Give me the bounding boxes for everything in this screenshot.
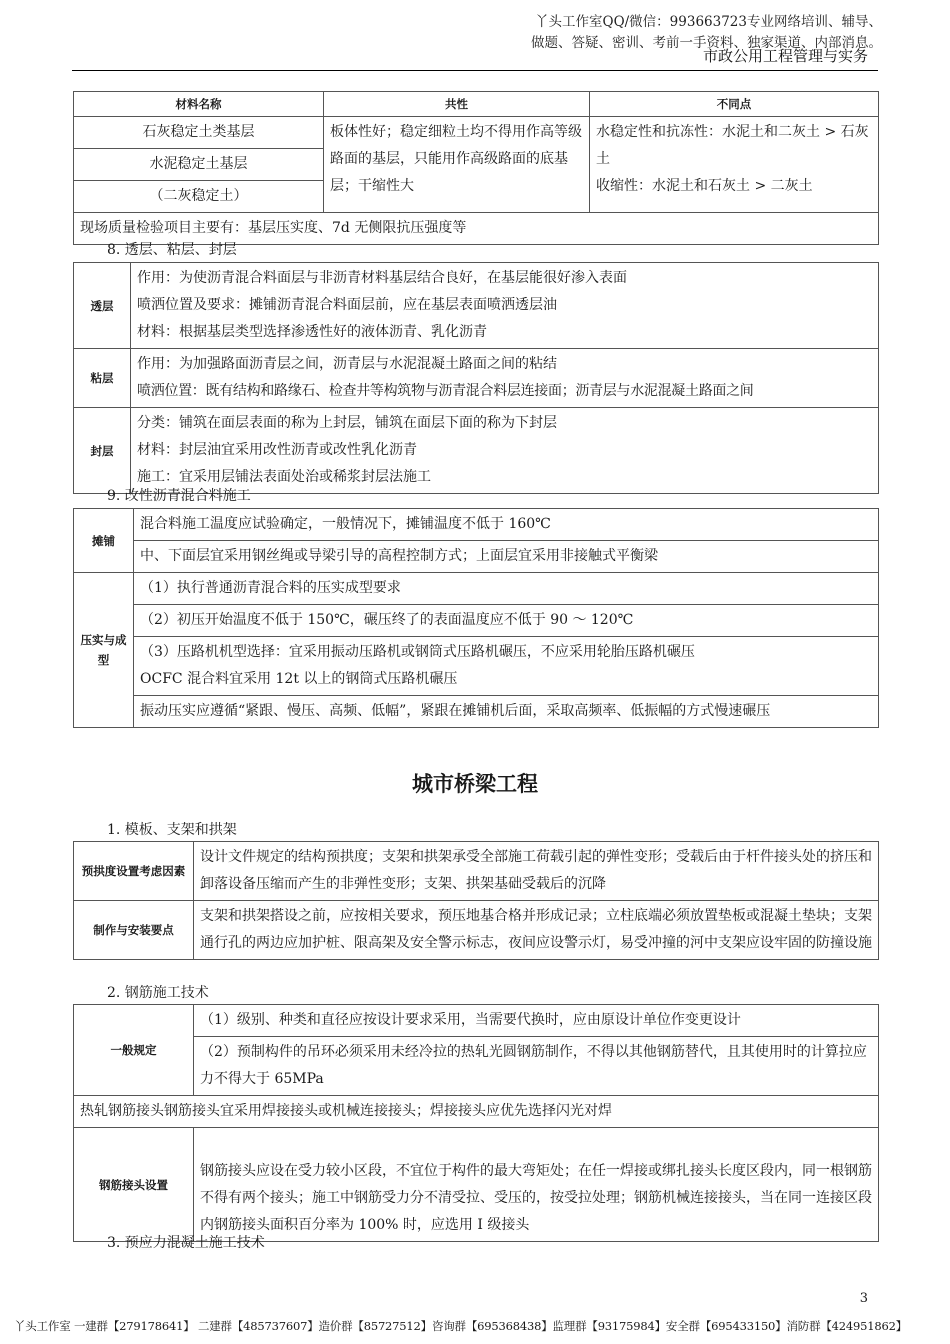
camber-factors: 设计文件规定的结构预拱度；支架和拱架承受全部施工荷载引起的弹性变形；受载后由于杆件接头处的挤压和卸落设备压缩而产生的非弹性变形；支架、拱架基础受载后的沉降 bbox=[194, 842, 879, 901]
header-promo-line-1: 丫头工作室QQ/微信：993663723专业网络培训、辅导、 bbox=[535, 14, 882, 30]
general-rule-2: （2）预制构件的吊环必须采用未经冷拉的热轧光圆钢筋制作，不得以其他钢筋替代，且其使用时的计算拉应力不得大于 65MPa bbox=[194, 1037, 879, 1096]
material-cement: 水泥稳定土基层 bbox=[74, 149, 324, 181]
coat-layers-table bbox=[73, 262, 879, 494]
ocfc-roller: OCFC 混合料宜采用 12t 以上的钢筒式压路机碾压 bbox=[140, 671, 458, 687]
bridge-heading-3: 3. 预应力混凝土施工技术 bbox=[107, 1235, 265, 1251]
col-header-difference: 不同点 bbox=[590, 92, 879, 117]
vibration-compaction: 振动压实应遵循“紧跟、慢压、高频、低幅”，紧跟在摊铺机后面，采取高频率、低振幅的方式慢速碾压 bbox=[134, 696, 879, 728]
label-paving: 摊铺 bbox=[74, 509, 134, 573]
label-compaction: 压实与成型 bbox=[74, 573, 134, 728]
header-promo-line-2: 做题、答疑、密训、考前一手资料、独家渠道、内部消息。 bbox=[531, 35, 882, 51]
label-general-rules: 一般规定 bbox=[74, 1005, 194, 1096]
label-seal-coat: 封层 bbox=[74, 408, 131, 494]
paving-temperature: 混合料施工温度应试验确定，一般情况下，摊铺温度不低于 160℃ bbox=[134, 509, 879, 541]
tack-coat-content bbox=[131, 349, 879, 408]
seal-coat-content bbox=[131, 408, 879, 494]
prime-coat-position: 喷洒位置及要求：摊铺沥青混合料面层前，应在基层表面喷洒透层油 bbox=[137, 297, 557, 313]
col-header-material: 材料名称 bbox=[74, 92, 324, 117]
seal-coat-construction: 施工：宜采用层铺法表面处治或稀浆封层法施工 bbox=[137, 469, 431, 485]
general-rule-1: （1）级别、种类和直径应按设计要求采用，当需要代换时，应由原设计单位作变更设计 bbox=[194, 1005, 879, 1037]
bridge-section-title: 城市桥梁工程 bbox=[412, 772, 538, 796]
label-camber: 预拱度设置考虑因素 bbox=[74, 842, 194, 901]
footer-groups: 丫头工作室 一建群【279178641】 二建群【485737607】造价群【85727512】咨询群【695368438】监理群【93175984】安全群【695433150】消防群【424951862】 bbox=[14, 1319, 908, 1333]
bridge-heading-2: 2. 钢筋施工技术 bbox=[107, 985, 209, 1001]
section-9-heading: 9. 改性沥青混合料施工 bbox=[107, 488, 251, 504]
compaction-rule-3 bbox=[134, 637, 879, 696]
prime-coat-function: 作用：为使沥青混合料面层与非沥青材料基层结合良好，在基层能很好渗入表面 bbox=[137, 270, 627, 286]
compaction-rule-2: （2）初压开始温度不低于 150℃，碾压终了的表面温度应不低于 90 ～ 120℃ bbox=[134, 605, 879, 637]
formwork-table bbox=[73, 841, 879, 960]
prime-coat-content bbox=[131, 263, 879, 349]
modified-asphalt-table bbox=[73, 508, 879, 728]
label-tack-coat: 粘层 bbox=[74, 349, 131, 408]
material-lime: 石灰稳定土类基层 bbox=[74, 117, 324, 149]
roller-selection: （3）压路机机型选择：宜采用振动压路机或钢筒式压路机碾压，不应采用轮胎压路机碾压 bbox=[140, 644, 695, 660]
seal-coat-material: 材料：封层油宜采用改性沥青或改性乳化沥青 bbox=[137, 442, 417, 458]
seal-coat-type: 分类：铺筑在面层表面的称为上封层，铺筑在面层下面的称为下封层 bbox=[137, 415, 557, 431]
difference-cell bbox=[590, 117, 879, 213]
base-layer-table bbox=[73, 91, 879, 245]
col-header-common: 共性 bbox=[324, 92, 590, 117]
paving-elevation-control: 中、下面层宜采用钢丝绳或导梁引导的高程控制方式；上面层宜采用非接触式平衡梁 bbox=[134, 541, 879, 573]
tack-coat-function: 作用：为加强路面沥青层之间，沥青层与水泥混凝土路面之间的粘结 bbox=[137, 356, 557, 372]
joint-setting-text: 钢筋接头应设在受力较小区段，不宜位于构件的最大弯矩处；在任一焊接或绑扎接头长度区段内，同一根钢筋不得有两个接头；施工中钢筋受力分不清受拉、受压的，按受拉处理；钢筋机械连接接头，当在同一连接区段内钢筋接头面积百分率为 100% 时，应选用 Ⅰ 级接头 bbox=[194, 1128, 879, 1242]
section-8-heading: 8. 透层、粘层、封层 bbox=[107, 242, 237, 258]
label-installation: 制作与安装要点 bbox=[74, 901, 194, 960]
difference-water-stability: 水稳定性和抗冻性：水泥土和二灰土 > 石灰土 bbox=[596, 124, 869, 167]
bridge-heading-1: 1. 模板、支架和拱架 bbox=[107, 822, 237, 838]
rebar-table bbox=[73, 1004, 879, 1242]
prime-coat-material: 材料：根据基层类型选择渗透性好的液体沥青、乳化沥青 bbox=[137, 324, 487, 340]
label-joint-setting: 钢筋接头设置 bbox=[74, 1128, 194, 1242]
label-prime-coat: 透层 bbox=[74, 263, 131, 349]
page-number: 3 bbox=[859, 1291, 868, 1306]
book-title: 市政公用工程管理与实务 bbox=[702, 47, 868, 65]
rebar-joint-type: 热轧钢筋接头钢筋接头宜采用焊接接头或机械连接接头；焊接接头应优先选择闪光对焊 bbox=[74, 1096, 879, 1128]
compaction-rule-1: （1）执行普通沥青混合料的压实成型要求 bbox=[134, 573, 879, 605]
material-fly-ash: （二灰稳定土） bbox=[74, 181, 324, 213]
installation-points: 支架和拱架搭设之前，应按相关要求，预压地基合格并形成记录；立柱底端必须放置垫板或混凝土垫块；支架通行孔的两边应加护桩、限高架及安全警示标志，夜间应设警示灯，易受冲撞的河中支架应设牢固的防撞设施 bbox=[194, 901, 879, 960]
quality-inspection-note: 现场质量检验项目主要有：基层压实度、7d 无侧限抗压强度等 bbox=[74, 213, 879, 245]
header-rule bbox=[72, 70, 878, 71]
tack-coat-position: 喷洒位置：既有结构和路缘石、检查井等构筑物与沥青混合料层连接面；沥青层与水泥混凝土路面之间 bbox=[137, 383, 754, 399]
common-properties: 板体性好；稳定细粒土均不得用作高等级路面的基层，只能用作高级路面的底基层；干缩性大 bbox=[324, 117, 590, 213]
difference-shrinkage: 收缩性：水泥土和石灰土 > 二灰土 bbox=[596, 178, 813, 194]
